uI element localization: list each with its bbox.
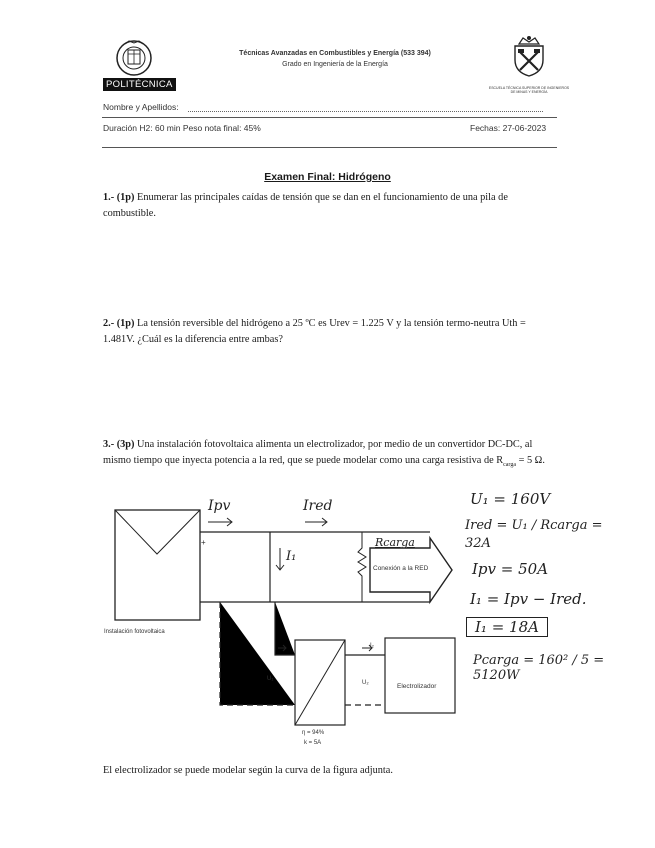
question-3 [103,437,558,473]
pv-panel-diagonals [115,510,200,554]
u2-label: U₂ [362,680,369,686]
question-2-text: La tensión reversible del hidrógeno a 25 ºC es Urev = 1.225 V y la tensión termo-neutra Uth = 1.481V. ¿Cuál es la diferencia entre ambas? [103,318,526,345]
duration-info: Duración H2: 60 min Peso nota final: 45% [103,123,261,133]
solution-line-2: Ired = U₁ / Rcarga = 32A [465,518,603,551]
converter-label-1: η = 94% [302,730,325,736]
grid-resistor [358,532,366,602]
hand-ipv: Ipv [208,498,231,514]
circuit-diagram [100,490,470,755]
hand-arrow-i1 [276,548,284,570]
grid-label: Conexión a la RED [373,565,429,572]
pv-label: Instalación fotovoltaica [104,629,165,635]
hand-arrow-ipv [208,518,232,526]
question-3-points: (3p) [116,439,135,450]
question-3-text-tail: = 5 Ω. [516,455,545,466]
upm-seal-logo [113,38,155,78]
solution-line-1: U₁ = 160V [470,490,551,508]
closing-text: El electrolizador se puede modelar según la curva de la figura adjunta. [103,765,393,776]
question-3-subscript: carga [503,462,516,469]
electrolyzer-box [385,638,455,713]
course-header [200,48,470,70]
hand-i1: I₁ [286,549,297,564]
school-caption: ESCUELA TÉCNICA SUPERIOR DE INGENIEROS DE MINAS Y ENERGÍA [488,86,570,94]
exam-title: Examen Final: Hidrógeno [264,171,391,183]
pv-panel [115,510,200,620]
course-title: Técnicas Avanzadas en Combustibles y Energía (533 394) [239,50,431,57]
school-crest-logo [505,34,553,84]
exam-date: Fechas: 27-06-2023 [470,123,547,133]
question-2-number: 2.- [103,318,115,329]
i2-label: I₂ [370,643,374,649]
plus-label: + [201,538,206,547]
question-3-number: 3.- [103,439,115,450]
name-dotted-line [188,111,543,112]
question-1-points: (1p) [116,192,135,203]
question-3-text: Una instalación fotovoltaica alimenta un electrolizador, por medio de un convertidor DC-DC, al mismo tiempo que inyecta potencia a la red, que se puede modelar como una carga resistiva de R [103,439,533,466]
question-2-points: (1p) [116,318,135,329]
u1-label: U₁ [267,676,274,682]
converter-diagonal [295,640,345,725]
solution-line-3: Ipv = 50A [472,560,549,578]
university-name: POLITÉCNICA [103,78,176,91]
hand-arrow-ired [305,518,327,526]
hand-rcarga: Rcarga [375,536,415,549]
question-1-text: Enumerar las principales caídas de tensión que se dan en el funcionamiento de una pila de combustible. [103,192,508,219]
question-1 [103,190,558,222]
hand-ired: Ired [303,498,333,514]
header-rule-top [102,117,557,118]
solution-line-4: I₁ = Ipv − Ired. [470,590,587,608]
electrolyzer-label: Electrolizador [397,683,437,690]
solution-line-5: I₁ = 18A [466,617,548,637]
question-1-number: 1.- [103,192,115,203]
question-2 [103,316,558,348]
solution-line-6: Pcarga = 160² / 5 = 5120W [473,653,605,683]
degree-title: Grado en Ingeniería de la Energía [282,61,388,68]
header-rule-bottom [102,147,557,148]
converter-label-2: k = 5A [304,740,322,746]
name-label: Nombre y Apellidos: [103,102,179,112]
